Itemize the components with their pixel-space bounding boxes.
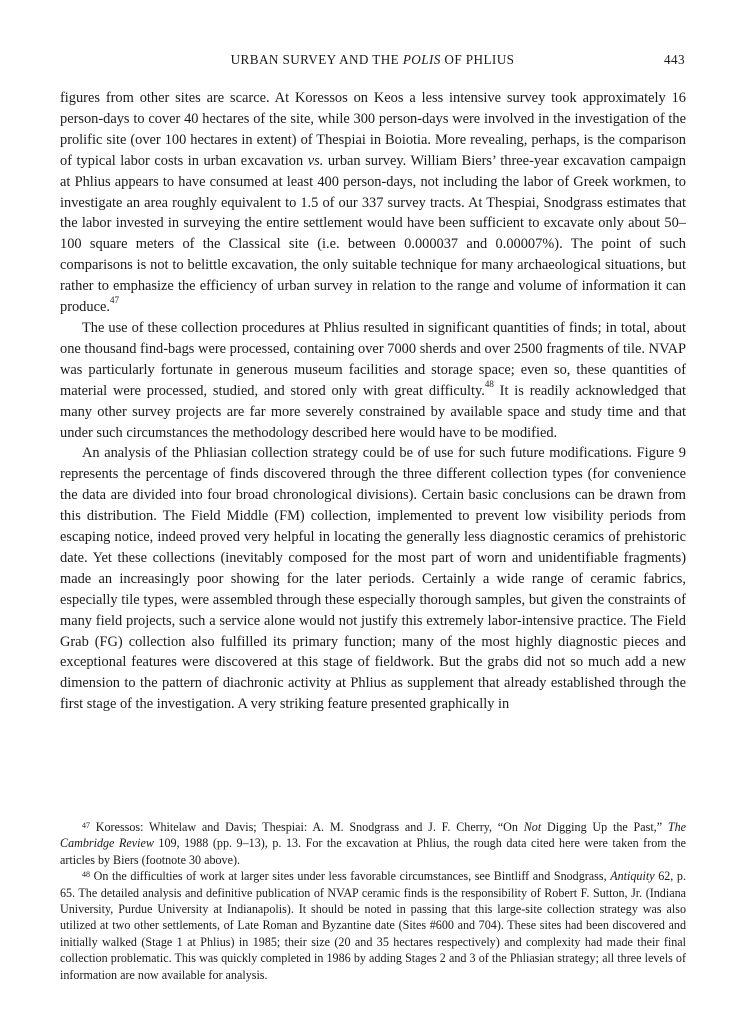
paragraph-2: The use of these collection procedures at Phlius resulted in significant quantities of finds; in total, about one thousand find-bags were processed, containing over 7000 sherds and over 2500 fragments of tile. NVAP was particularly fortunate in generous museum facilities and storage space; even so, these quantities of material were processed, studied, and stored only with great difficulty.$^{48}$ It is readily acknowledged that many other survey projects are far more severely constrained by available space and study time and that under such circumstances the methodology described here would have to be modified. [60, 319, 686, 441]
footnote-ref-48[interactable]: 48 [484, 378, 494, 389]
footnote-48: $^{48}$ On the difficulties of work at larger sites under less favorable circumstances, see Bintliff and Snodgrass, Antiquity 62, p. 65. The detailed analysis and definitive publication of NVAP ceramic finds is the responsibility of Robert F. Sutton, Jr. (Indiana University, Purdue University at Indianapolis). It should be noted in passing that this large-site collection strategy was also utilized at two other settlements, of Late Roman and Byzantine date (Sites #600 and 704). These sites had been discovered and initially walked (Stage 1 at Phlius) in 1985; their size (20 and 35 hectares respectively) and complexity had made their final collection problematic. This was quickly completed in 1986 by adding Stages 2 and 3 of the Phliasian strategy; all three levels of information are now available for analysis. [60, 869, 686, 982]
polis-italic: POLIS [402, 52, 441, 67]
paragraph-3: An analysis of the Phliasian collection strategy could be of use for such future modifications. Figure 9 represents the percentage of finds discovered through the three different collection types (for convenience the data are divided into four broad chronological divisions). Certain basic conclusions can be drawn from this distribution. The Field Middle (FM) collection, implemented to prevent low visibility periods from escaping notice, indeed proved very helpful in locating the generally less diagnostic ceramics of prehistoric date. Yet these collections (inevitably composed for the most part of worn and unidentifiable fragments) made an increasingly poor showing for the later periods. Certainly a wide range of ceramic fabrics, especially tile types, were assembled through these especially thorough samples, but given the constraints of many field projects, such a service alone would not justify this extremely labor-intensive practice. The Field Grab (FG) collection also fulfilled its primary function; many of the most highly diagnostic pieces and exceptional features were discovered at this stage of fieldwork. But the grabs did not so much add a new dimension to the pattern of diachronic activity at Phlius as supplement that already established through the first stage of the investigation. A very striking feature presented graphically in [60, 445, 686, 713]
page-number: 443 [664, 52, 685, 67]
footnote-48-number: 48 [82, 870, 90, 880]
journal-title: Antiquity [610, 869, 655, 884]
main-text [60, 88, 686, 715]
vs-italic: vs. [307, 152, 324, 169]
running-head-title: URBAN SURVEY AND THE POLIS OF PHLIUS [230, 52, 515, 67]
footnote-47-number: 47 [82, 821, 90, 830]
footnotes [60, 819, 686, 983]
footnote-47: $^{47}$ Koressos: Whitelaw and Davis; Thespiai: A. M. Snodgrass and J. F. Cherry, “On Not Digging Up the Past,” The Cambridge Review 109, 1988 (pp. 9–13), p. 13. For the excavation at Phlius, the rough data cited here were taken from the articles by Biers (footnote 30 above). [60, 820, 686, 867]
footnote-ref-47[interactable]: 47 [109, 295, 119, 306]
paragraph-1: figures from other sites are scarce. At Koressos on Keos a less intensive survey took approximately 16 person-days to cover 40 hectares of the site, while 300 person-days were involved in the investigation of the prolific site (over 100 hectares in extent) of Thespiai in Boiotia. More revealing, perhaps, is the comparison of typical labor costs in urban excavation vs. urban survey. William Biers’ three-year excavation campaign at Phlius appears to have consumed at least 400 person-days, not including the labor of Greek workmen, to investigate an area roughly equivalent to 1.5 of our 337 survey tracts. At Thespiai, Snodgrass estimates that the labor invested in surveying the entire settlement would have been sufficient to excavate only about 50–100 square meters of the Classical site (i.e. between 0.000037 and 0.00007%). The point of such comparisons is not to belittle excavation, the only suitable technique for many archaeological situations, but rather to emphasize the efficiency of urban survey in relation to the range and volume of information it can produce.$^{47}$ [60, 90, 687, 316]
journal-title: The Cambridge Review [60, 820, 686, 851]
